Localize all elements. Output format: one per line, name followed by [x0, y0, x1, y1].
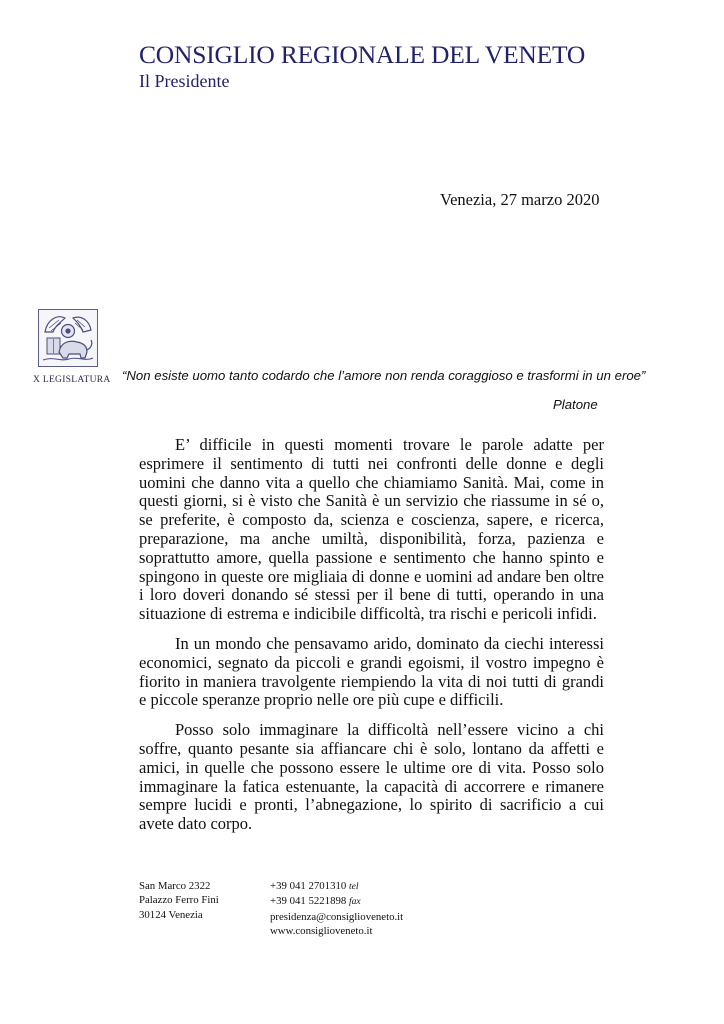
website-link[interactable]: www.consiglioveneto.it	[270, 925, 373, 938]
footer-contacts	[270, 879, 403, 939]
email-link[interactable]: presidenza@consiglioveneto.it	[270, 910, 404, 923]
fax-number: +39 041 5221898	[270, 895, 347, 908]
body-paragraph: Posso solo immaginare la difficoltà nell’essere vicino a chi soffre, quanto pesante sia affiancare chi è solo, lontano da affetti e amici, in quelle che possono essere le ultime ore di vita. Posso solo immaginare la fatica estenuante, la capacità di accorrere e rimanere sempre lucidi e pronti, l’abnegazione, lo spirito di sacrificio a cui avete dato corpo.	[139, 720, 604, 834]
fax-suffix: fax	[348, 897, 361, 908]
address-line: San Marco 2322	[139, 880, 211, 892]
letter-body	[139, 436, 604, 845]
legislatura-caption: X LEGISLATURA	[33, 375, 111, 385]
lion-of-saint-mark-icon	[38, 309, 98, 367]
epigraph-quote: “Non esiste uomo tanto codardo che l’amore non renda coraggioso e trasformi in un eroe”	[122, 368, 646, 383]
body-paragraph: E’ difficile in questi momenti trovare le parole adatte per esprimere il sentimento di tutti nei confronti delle donne e degli uomini che danno vita a quello che chiamiamo Sanità. Mai, come in questi giorni, si è visto che Sanità è un servizio che riassume in sé o, se preferite, è composto da, scienza e coscienza, sapere, e ricerca, preparazione, ma anche umiltà, disponibilità, forza, pazienza e soprattutto amore, quella passione e sentimento che hanno spinto e spingono in queste ore migliaia di donne e uomini ad andare ben oltre i loro doveri donando sé stessi per il bene di tutti, operando in una situazione di estrema e indicibile difficoltà, tra rischi e pericoli infidi.	[139, 435, 604, 624]
organization-title: CONSIGLIO REGIONALE DEL VENETO	[139, 40, 586, 69]
phone-line	[270, 879, 403, 894]
epigraph-author: Platone	[553, 397, 598, 412]
letter-date: Venezia, 27 marzo 2020	[440, 190, 600, 209]
footer-address	[139, 879, 219, 922]
fax-line	[270, 894, 403, 909]
address-line: Palazzo Ferro Fini	[139, 894, 219, 907]
address-line: 30124 Venezia	[139, 908, 203, 921]
phone-number: +39 041 2701310	[270, 880, 347, 892]
body-paragraph: In un mondo che pensavamo arido, dominato da ciechi interessi economici, segnato da piccoli e grandi egoismi, il vostro impegno è fiorito in maniera travolgente riempiendo la vita di noi tutti di grandi e piccole speranze proprio nelle ore più cupe e difficili.	[139, 633, 604, 710]
phone-suffix: tel	[348, 882, 359, 892]
role-subtitle: Il Presidente	[139, 71, 230, 91]
